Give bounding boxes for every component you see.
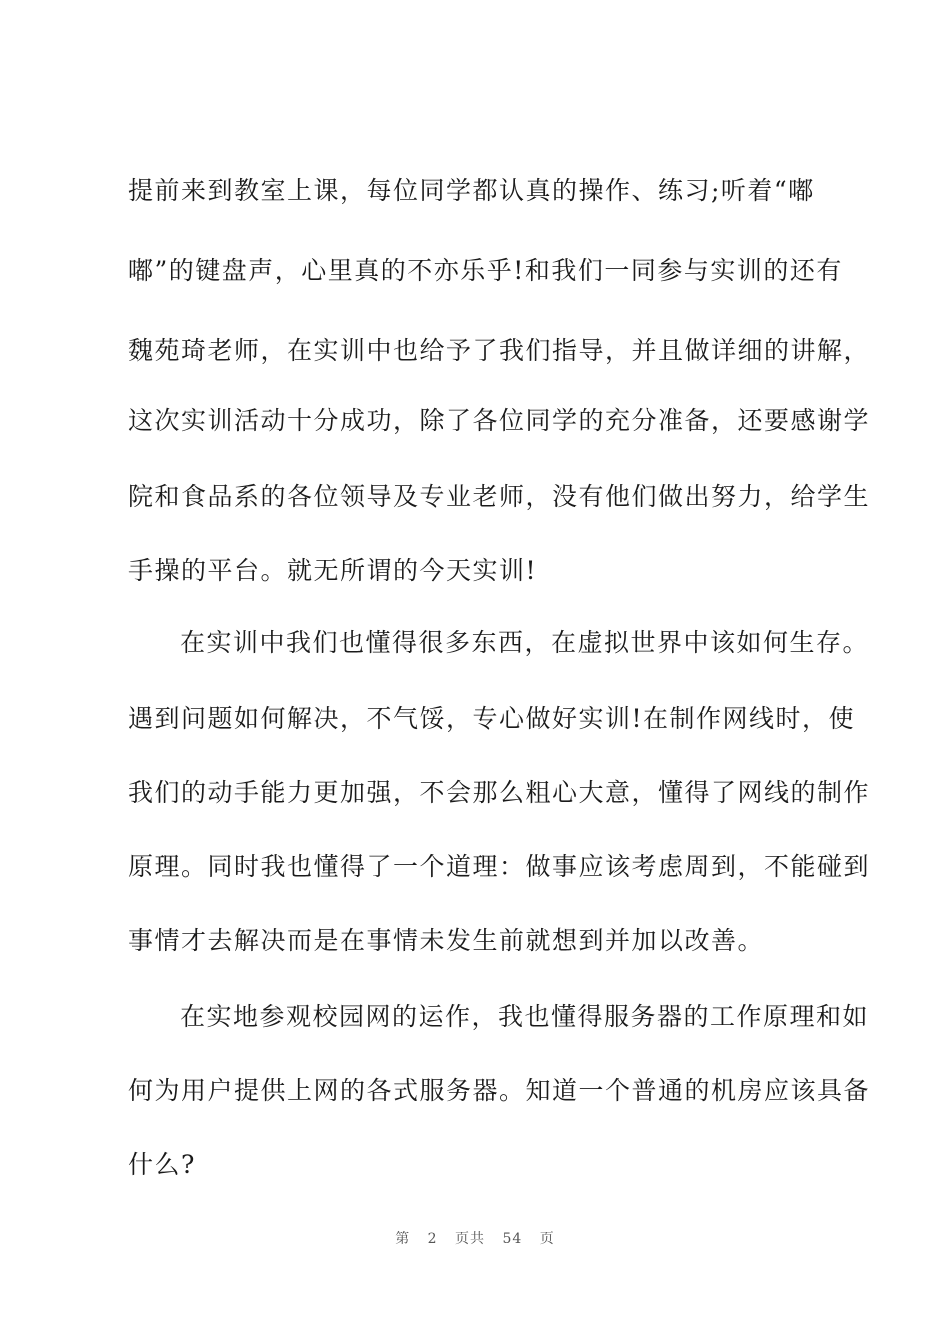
paragraph-line: 我们的动手能力更加强，不会那么粗心大意，懂得了网线的制作 <box>128 778 871 807</box>
paragraph-line: 事情才去解决而是在事情未发生前就想到并加以改善。 <box>128 926 765 955</box>
paragraph-first-line: 在实地参观校园网的运作，我也懂得服务器的工作原理和如 <box>180 1002 870 1031</box>
paragraph-line: 何为用户提供上网的各式服务器。知道一个普通的机房应该具备 <box>128 1076 871 1105</box>
paragraph-line: 原理。同时我也懂得了一个道理：做事应该考虑周到，不能碰到 <box>128 852 871 881</box>
page-footer <box>0 1228 950 1248</box>
paragraph-line: 这次实训活动十分成功，除了各位同学的充分准备，还要感谢学 <box>128 406 871 435</box>
paragraph-line: 什么? <box>128 1150 196 1179</box>
paragraph-line: 遇到问题如何解决，不气馁，专心做好实训!在制作网线时，使 <box>128 704 856 733</box>
current-page-number: 2 <box>427 1231 438 1247</box>
page-label-suffix: 页 <box>539 1231 555 1247</box>
paragraph-line: 提前来到教室上课，每位同学都认真的操作、练习;听着“嘟 <box>128 176 815 205</box>
paragraph-line: 院和食品系的各位领导及专业老师，没有他们做出努力，给学生 <box>128 482 871 511</box>
paragraph-first-line: 在实训中我们也懂得很多东西，在虚拟世界中该如何生存。 <box>180 628 870 657</box>
page-label-prefix: 第 <box>395 1231 411 1247</box>
paragraph-line: 手操的平台。就无所谓的今天实训! <box>128 556 538 585</box>
page-label-mid: 页共 <box>455 1231 486 1247</box>
total-pages-number: 54 <box>502 1231 523 1247</box>
paragraph-line: 魏苑琦老师，在实训中也给予了我们指导，并且做详细的讲解， <box>128 336 871 365</box>
paragraph-line: 嘟”的键盘声，心里真的不亦乐乎!和我们一同参与实训的还有 <box>128 256 843 285</box>
